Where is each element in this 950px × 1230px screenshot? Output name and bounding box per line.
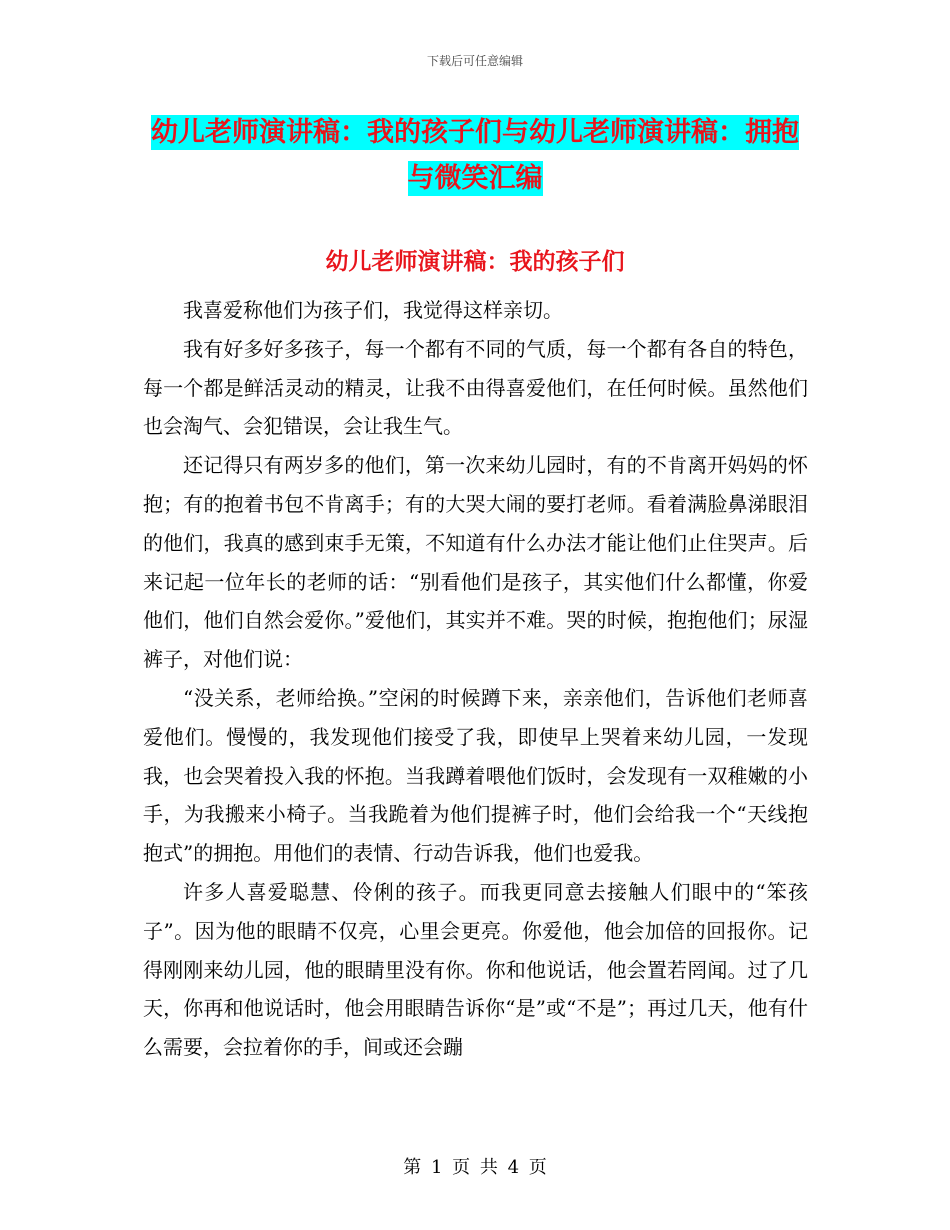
paragraph: 还记得只有两岁多的他们，第一次来幼儿园时，有的不肯离开妈妈的怀抱；有的抱着书包不肯离手；有的大哭大闹的要打老师。看着满脸鼻涕眼泪的他们，我真的感到束手无策，不知道有什么办法才能让他们止住哭声。后来记起一位年长的老师的话：“别看他们是孩子，其实他们什么都懂，你爱他们，他们自然会爱你。”爱他们，其实并不难。哭的时候，抱抱他们；尿湿裤子，对他们说： bbox=[143, 453, 808, 672]
body-text bbox=[143, 291, 808, 1067]
page-footer: 第 1 页 共 4 页 bbox=[403, 1157, 547, 1178]
document-title bbox=[145, 110, 805, 202]
paragraph: 我喜爱称他们为孩子们，我觉得这样亲切。 bbox=[183, 298, 563, 322]
paragraph: 我有好多好多孩子，每一个都有不同的气质，每一个都有各自的特色，每一个都是鲜活灵动的精灵，让我不由得喜爱他们，在任何时候。虽然他们也会淘气、会犯错误，会让我生气。 bbox=[143, 336, 808, 439]
section-title: 幼儿老师演讲稿：我的孩子们 bbox=[325, 249, 625, 275]
paragraph: 许多人喜爱聪慧、伶俐的孩子。而我更同意去接触人们眼中的“笨孩子”。因为他的眼睛不仅亮，心里会更亮。你爱他，他会加倍的回报你。记得刚刚来幼儿园，他的眼睛里没有你。你和他说话，他会置若罔闻。过了几天，你再和他说话时，他会用眼睛告诉你“是”或“不是”；再过几天，他有什么需要，会拉着你的手，间或还会蹦 bbox=[143, 879, 808, 1060]
document-title-text: 幼儿老师演讲稿：我的孩子们与幼儿老师演讲稿：拥抱与微笑汇编 bbox=[151, 117, 799, 194]
header-note: 下载后可任意编辑 bbox=[426, 54, 523, 68]
paragraph: “没关系，老师给换。”空闲的时候蹲下来，亲亲他们，告诉他们老师喜爱他们。慢慢的，我发现他们接受了我，即使早上哭着来幼儿园，一发现我，也会哭着投入我的怀抱。当我蹲着喂他们饭时，会发现有一双稚嫩的小手，为我搬来小椅子。当我跪着为他们提裤子时，他们会给我一个“天线抱抱式”的拥抱。用他们的表情、行动告诉我，他们也爱我。 bbox=[143, 685, 808, 866]
